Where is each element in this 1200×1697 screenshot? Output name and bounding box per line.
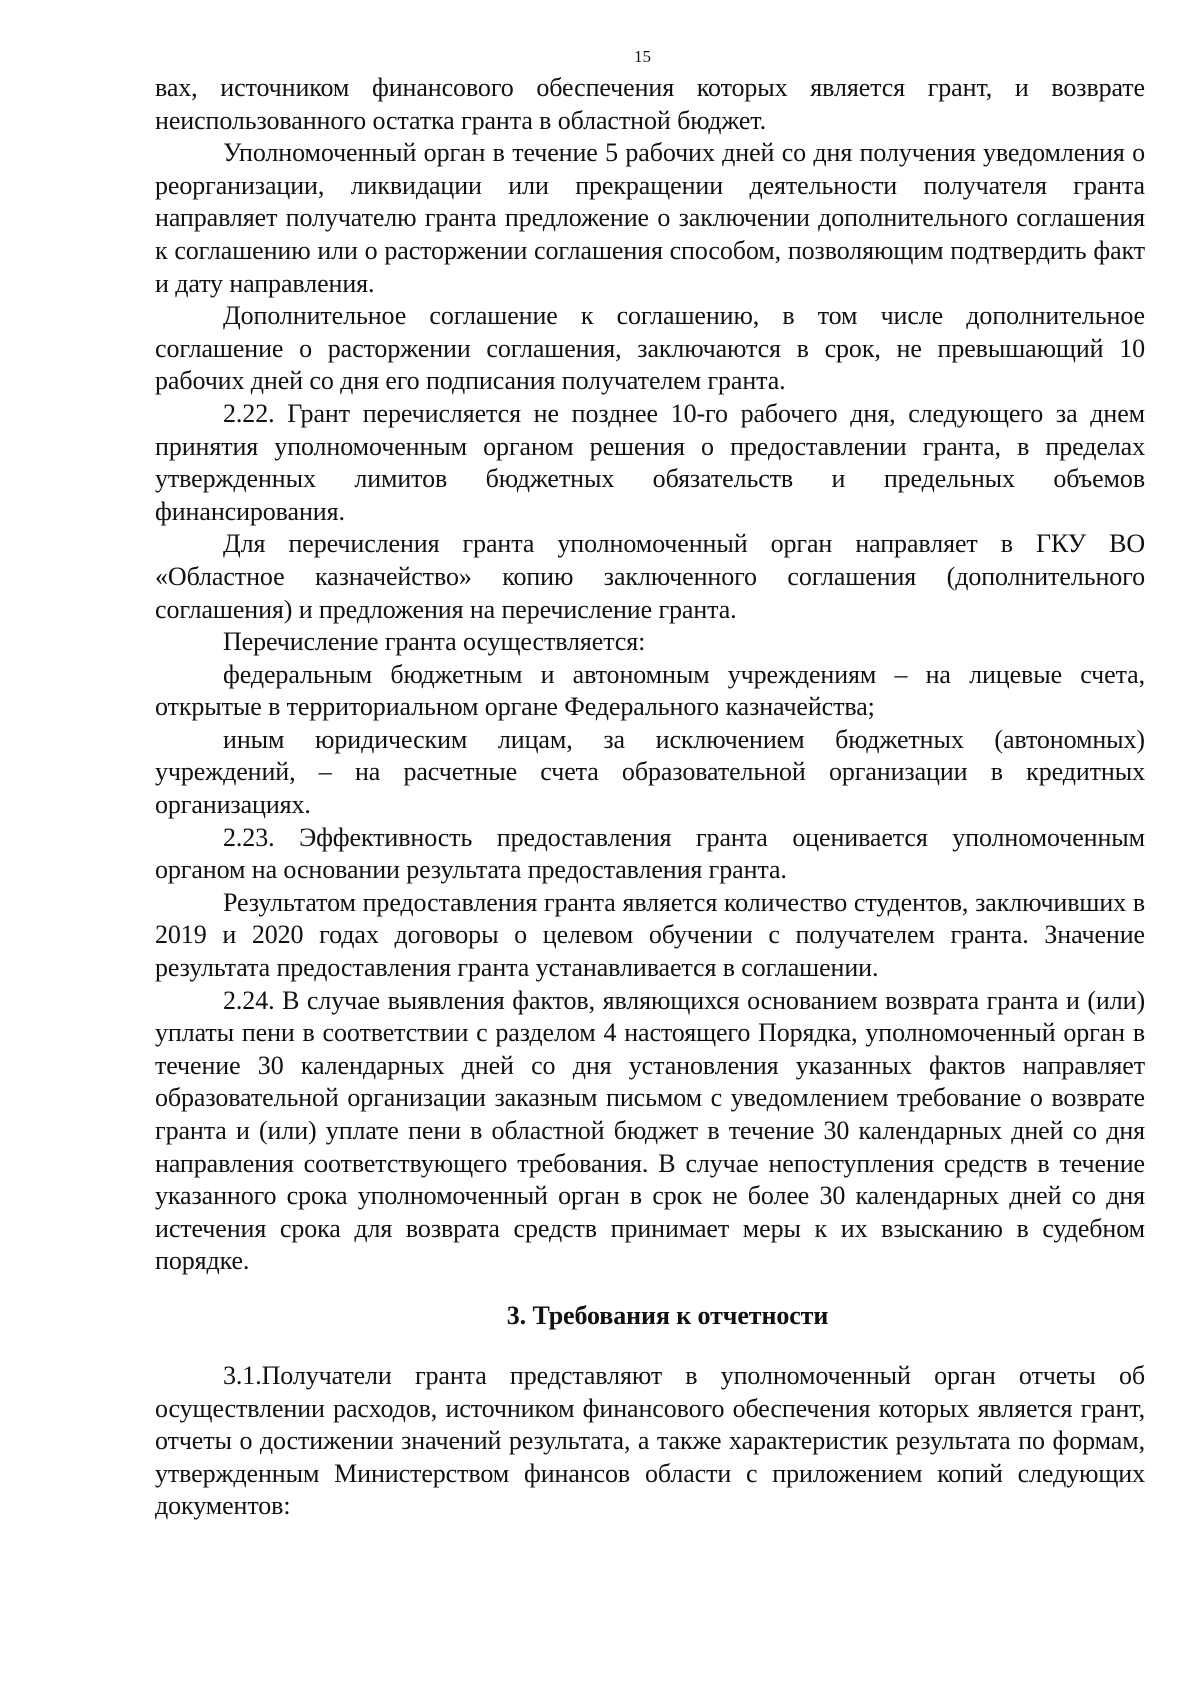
paragraph: Дополнительное соглашение к соглашению, в том числе дополнительное соглашение о расторжении соглашения, заключаются в срок, не превышающий 10 рабочих дней со дня его подписания получателем гранта. (155, 301, 1145, 396)
paragraph: иным юридическим лицам, за исключением бюджетных (автономных) учреждений, – на расчетные счета образовательной организации в кредитных организациях. (155, 724, 1145, 820)
section-heading: 3. Требования к отчетности (506, 1300, 829, 1330)
paragraph: 2.23. Эффективность предоставления гранта оценивается уполномоченным органом на основании результата предоставления гранта. (155, 822, 1145, 885)
paragraph: 3.1.Получатели гранта представляют в уполномоченный орган отчеты об осуществлении расходов, источником финансового обеспечения которых является грант, отчеты о достижении значений результата, а также характеристик результата по формам, утвержденным Министерством финансов области с приложением копий следующих документов: (155, 1360, 1145, 1521)
paragraph: вах, источником финансового обеспечения которых является грант, и возврате неиспользованного остатка гранта в областной бюджет. (155, 73, 1145, 135)
paragraph: 2.22. Грант перечисляется не позднее 10-го рабочего дня, следующего за днем принятия уполномоченным органом решения о предоставлении гранта, в пределах утвержденных лимитов бюджетных обязательств и предельных объемов финансирования. (155, 398, 1145, 526)
paragraph: Для перечисления гранта уполномоченный орган направляет в ГКУ ВО «Областное казначейство» копию заключенного соглашения (дополнительного соглашения) и предложения на перечисление гранта. (155, 529, 1145, 624)
paragraph: Перечисление гранта осуществляется: (223, 627, 646, 657)
paragraph: Результатом предоставления гранта является количество студентов, заключивших в 2019 и 2020 годах договоры о целевом обучении с получателем гранта. Значение результата предоставления гранта устанавливается в соглашении. (155, 887, 1145, 983)
paragraph: федеральным бюджетным и автономным учреждениям – на лицевые счета, открытые в территориальном органе Федерального казначейства; (155, 659, 1145, 722)
page-number: 15 (634, 47, 651, 66)
document-body (155, 72, 1145, 1523)
paragraph: Уполномоченный орган в течение 5 рабочих дней со дня получения уведомления о реорганизации, ликвидации или прекращении деятельности получателя гранта направляет получателю гранта предложение о заключении дополнительного соглашения к соглашению или о расторжении соглашения способом, позволяющим подтвердить факт и дату направления. (155, 138, 1145, 298)
paragraph: 2.24. В случае выявления фактов, являющихся основанием возврата гранта и (или) уплаты пени в соответствии с разделом 4 настоящего Порядка, уполномоченный орган в течение 30 календарных дней со дня установления указанных фактов направляет образовательной организации заказным письмом с уведомлением требование о возврате гранта и (или) уплате пени в областной бюджет в течение 30 календарных дней со дня направления соответствующего требования. В случае непоступления средств в течение указанного срока уполномоченный орган в срок не более 30 календарных дней со дня истечения срока для возврата средств принимает меры к их взысканию в судебном порядке. (155, 985, 1145, 1276)
paragraphs-after-heading (155, 1360, 1145, 1523)
paragraphs-before-heading (155, 72, 1145, 1278)
